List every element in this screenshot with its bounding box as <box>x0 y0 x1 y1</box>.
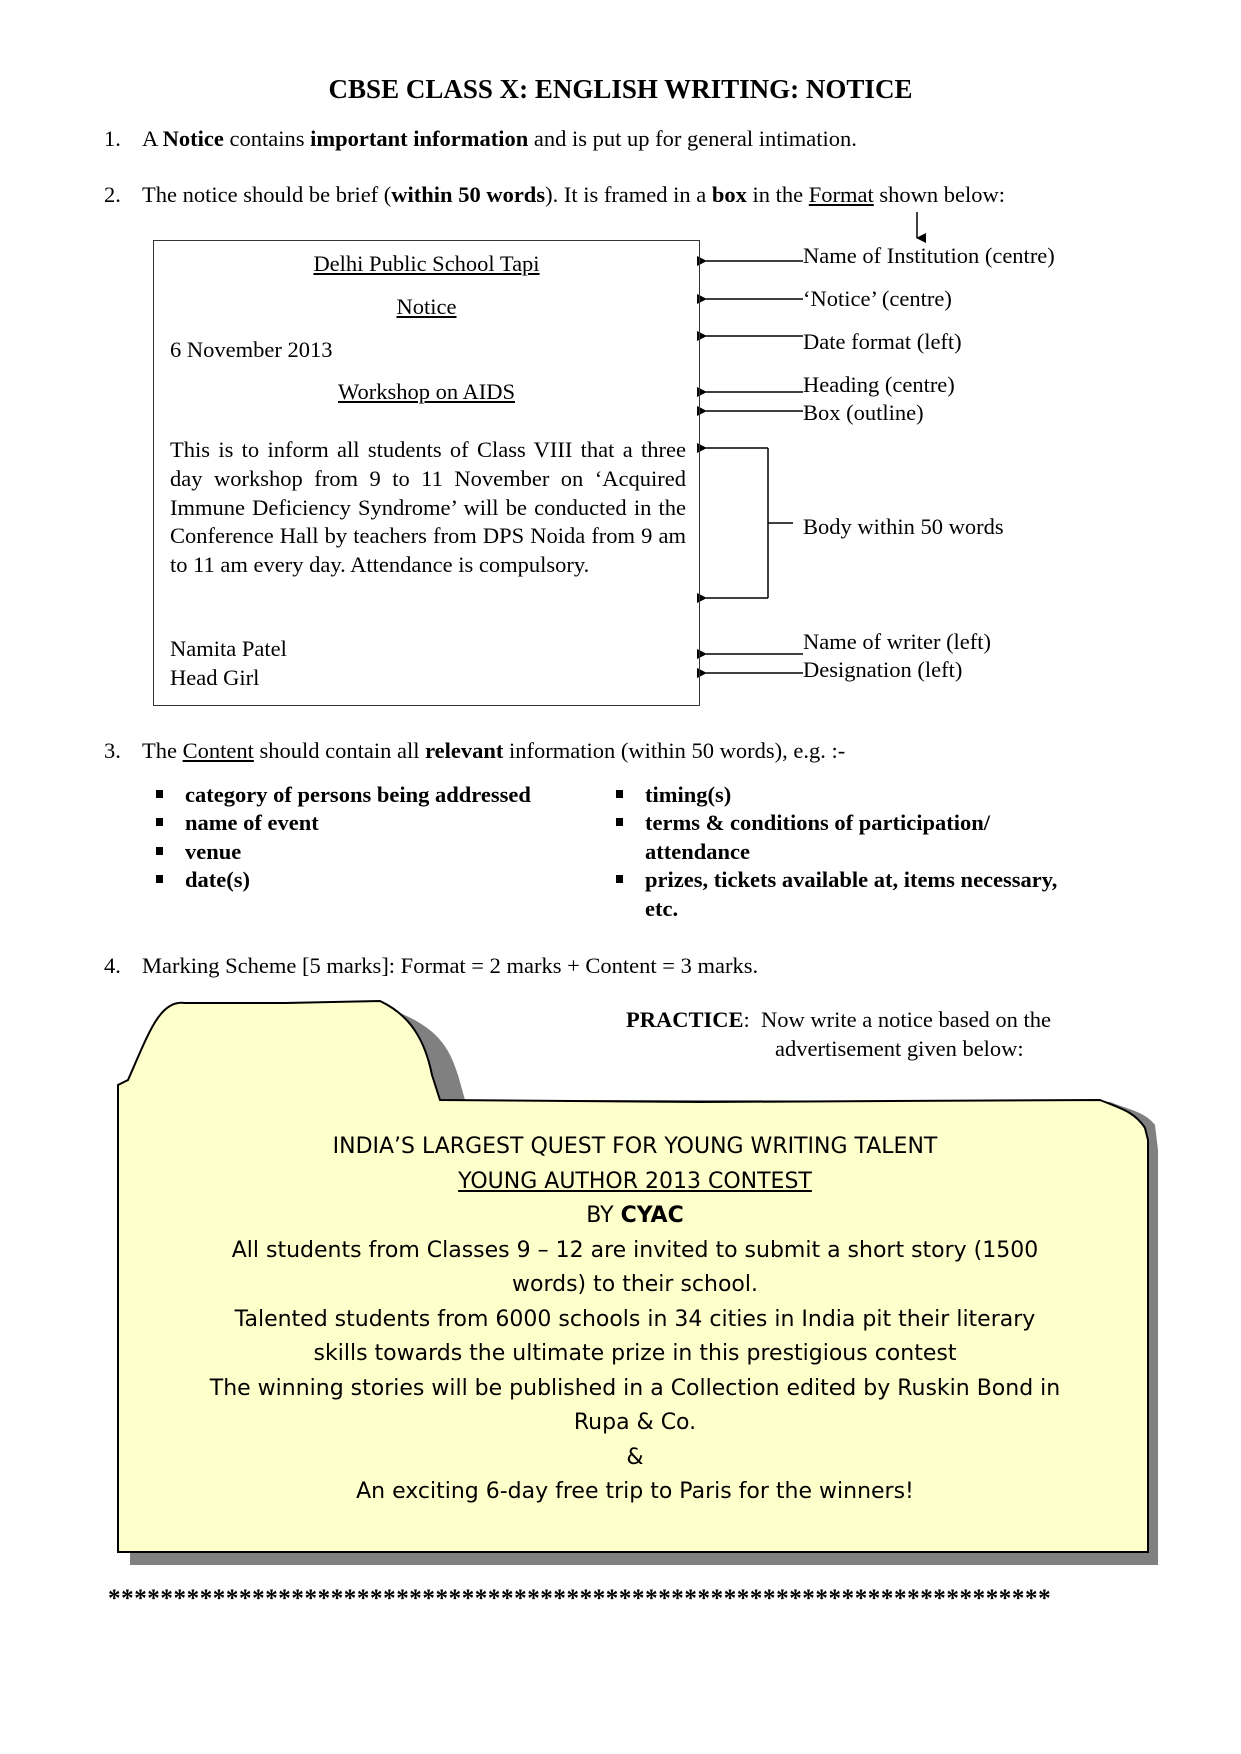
list-item-continuation: attendance <box>645 839 750 864</box>
ad-contest-name: YOUNG AUTHOR 2013 CONTEST <box>458 1168 812 1194</box>
advertisement-content <box>150 1130 1120 1510</box>
ad-line: Talented students from 6000 schools in 34 cities in India pit their literary <box>234 1306 1036 1332</box>
text: Marking Scheme [5 marks]: Format = 2 marks + Content = 3 marks. <box>142 953 759 978</box>
ad-by-line <box>150 1199 1120 1234</box>
text: in the <box>746 182 809 207</box>
underlined-text: Format <box>808 182 874 207</box>
practice-colon: : <box>743 1007 750 1032</box>
ad-contest-line <box>150 1165 1120 1200</box>
ad-line: words) to their school. <box>512 1272 758 1297</box>
list-item-text: terms & conditions of participation/ <box>645 810 990 835</box>
bold-text: relevant <box>425 738 504 763</box>
label-date: Date format (left) <box>803 329 962 354</box>
ad-line: skills towards the ultimate prize in this prestigious contest <box>313 1341 957 1366</box>
separator-asterisks: ************************************************************************ <box>108 1585 1052 1612</box>
label-writer: Name of writer (left) <box>803 629 992 654</box>
ad-line: All students from Classes 9 – 12 are invited to submit a short story (1500 <box>231 1237 1039 1263</box>
ad-organizer: CYAC <box>620 1203 684 1228</box>
label-notice: ‘Notice’ (centre) <box>803 286 952 311</box>
notice-designation: Head Girl <box>170 665 260 690</box>
label-institution: Name of Institution (centre) <box>803 243 1055 268</box>
list-item-text: name of event <box>185 810 319 835</box>
practice-label: PRACTICE <box>626 1007 744 1032</box>
notice-word-text: Notice <box>396 294 457 319</box>
notice-date: 6 November 2013 <box>170 337 333 362</box>
label-body: Body within 50 words <box>803 514 1004 539</box>
list-item-text: category of persons being addressed <box>185 782 531 807</box>
ad-line: An exciting 6-day free trip to Paris for the winners! <box>356 1479 914 1504</box>
ad-line: & <box>626 1444 644 1470</box>
ad-line: Rupa & Co. <box>573 1410 697 1435</box>
label-box: Box (outline) <box>803 400 924 425</box>
heading-text: Workshop on AIDS <box>338 379 515 404</box>
list-item-continuation: etc. <box>645 896 679 921</box>
practice-line-2: advertisement given below: <box>775 1036 1024 1061</box>
point-number: 4. <box>104 953 121 978</box>
notice-writer: Namita Patel <box>170 636 287 661</box>
underlined-text: Content <box>182 738 254 763</box>
point-number: 3. <box>104 738 121 763</box>
text: The <box>142 738 183 763</box>
label-designation: Designation (left) <box>803 657 963 682</box>
label-heading: Heading (centre) <box>803 372 955 397</box>
institution-text: Delhi Public School Tapi <box>313 251 540 276</box>
text: ). It is framed in a <box>545 182 712 207</box>
point-number: 2. <box>104 182 121 207</box>
notice-body: This is to inform all students of Class VIII that a three day workshop from 9 to 11 November on ‘Acquired Immune Deficiency Syndrome’ will be conducted in the Conference Hall by teachers from DPS Noida from 9 am to 11 am every day. Attendance is compulsory. <box>170 437 686 578</box>
text: should contain all <box>253 738 426 763</box>
list-item-text: prizes, tickets available at, items necessary, <box>645 867 1058 892</box>
practice-line-1 <box>626 1007 1051 1033</box>
text: The notice should be brief ( <box>142 182 392 207</box>
text: contains <box>223 126 311 151</box>
bold-text: important information <box>310 126 529 151</box>
page-title: CBSE CLASS X: ENGLISH WRITING: NOTICE <box>328 74 913 104</box>
list-item-text: venue <box>185 839 242 864</box>
text: and is put up for general intimation. <box>528 126 857 151</box>
bold-text: within 50 words <box>391 182 546 207</box>
ad-headline: INDIA’S LARGEST QUEST FOR YOUNG WRITING TALENT <box>332 1134 938 1159</box>
practice-text: Now write a notice based on the <box>761 1007 1051 1032</box>
ad-line: The winning stories will be published in a Collection edited by Ruskin Bond in <box>209 1375 1061 1401</box>
point-number: 1. <box>104 126 121 151</box>
list-item-text: date(s) <box>185 867 250 892</box>
text: shown below: <box>873 182 1006 207</box>
text: information (within 50 words), e.g. :- <box>503 738 846 763</box>
bold-text: box <box>711 182 747 207</box>
list-item-text: timing(s) <box>645 782 732 807</box>
ad-by: BY <box>586 1203 621 1228</box>
bold-text: Notice <box>162 126 224 151</box>
text: A <box>142 126 163 151</box>
